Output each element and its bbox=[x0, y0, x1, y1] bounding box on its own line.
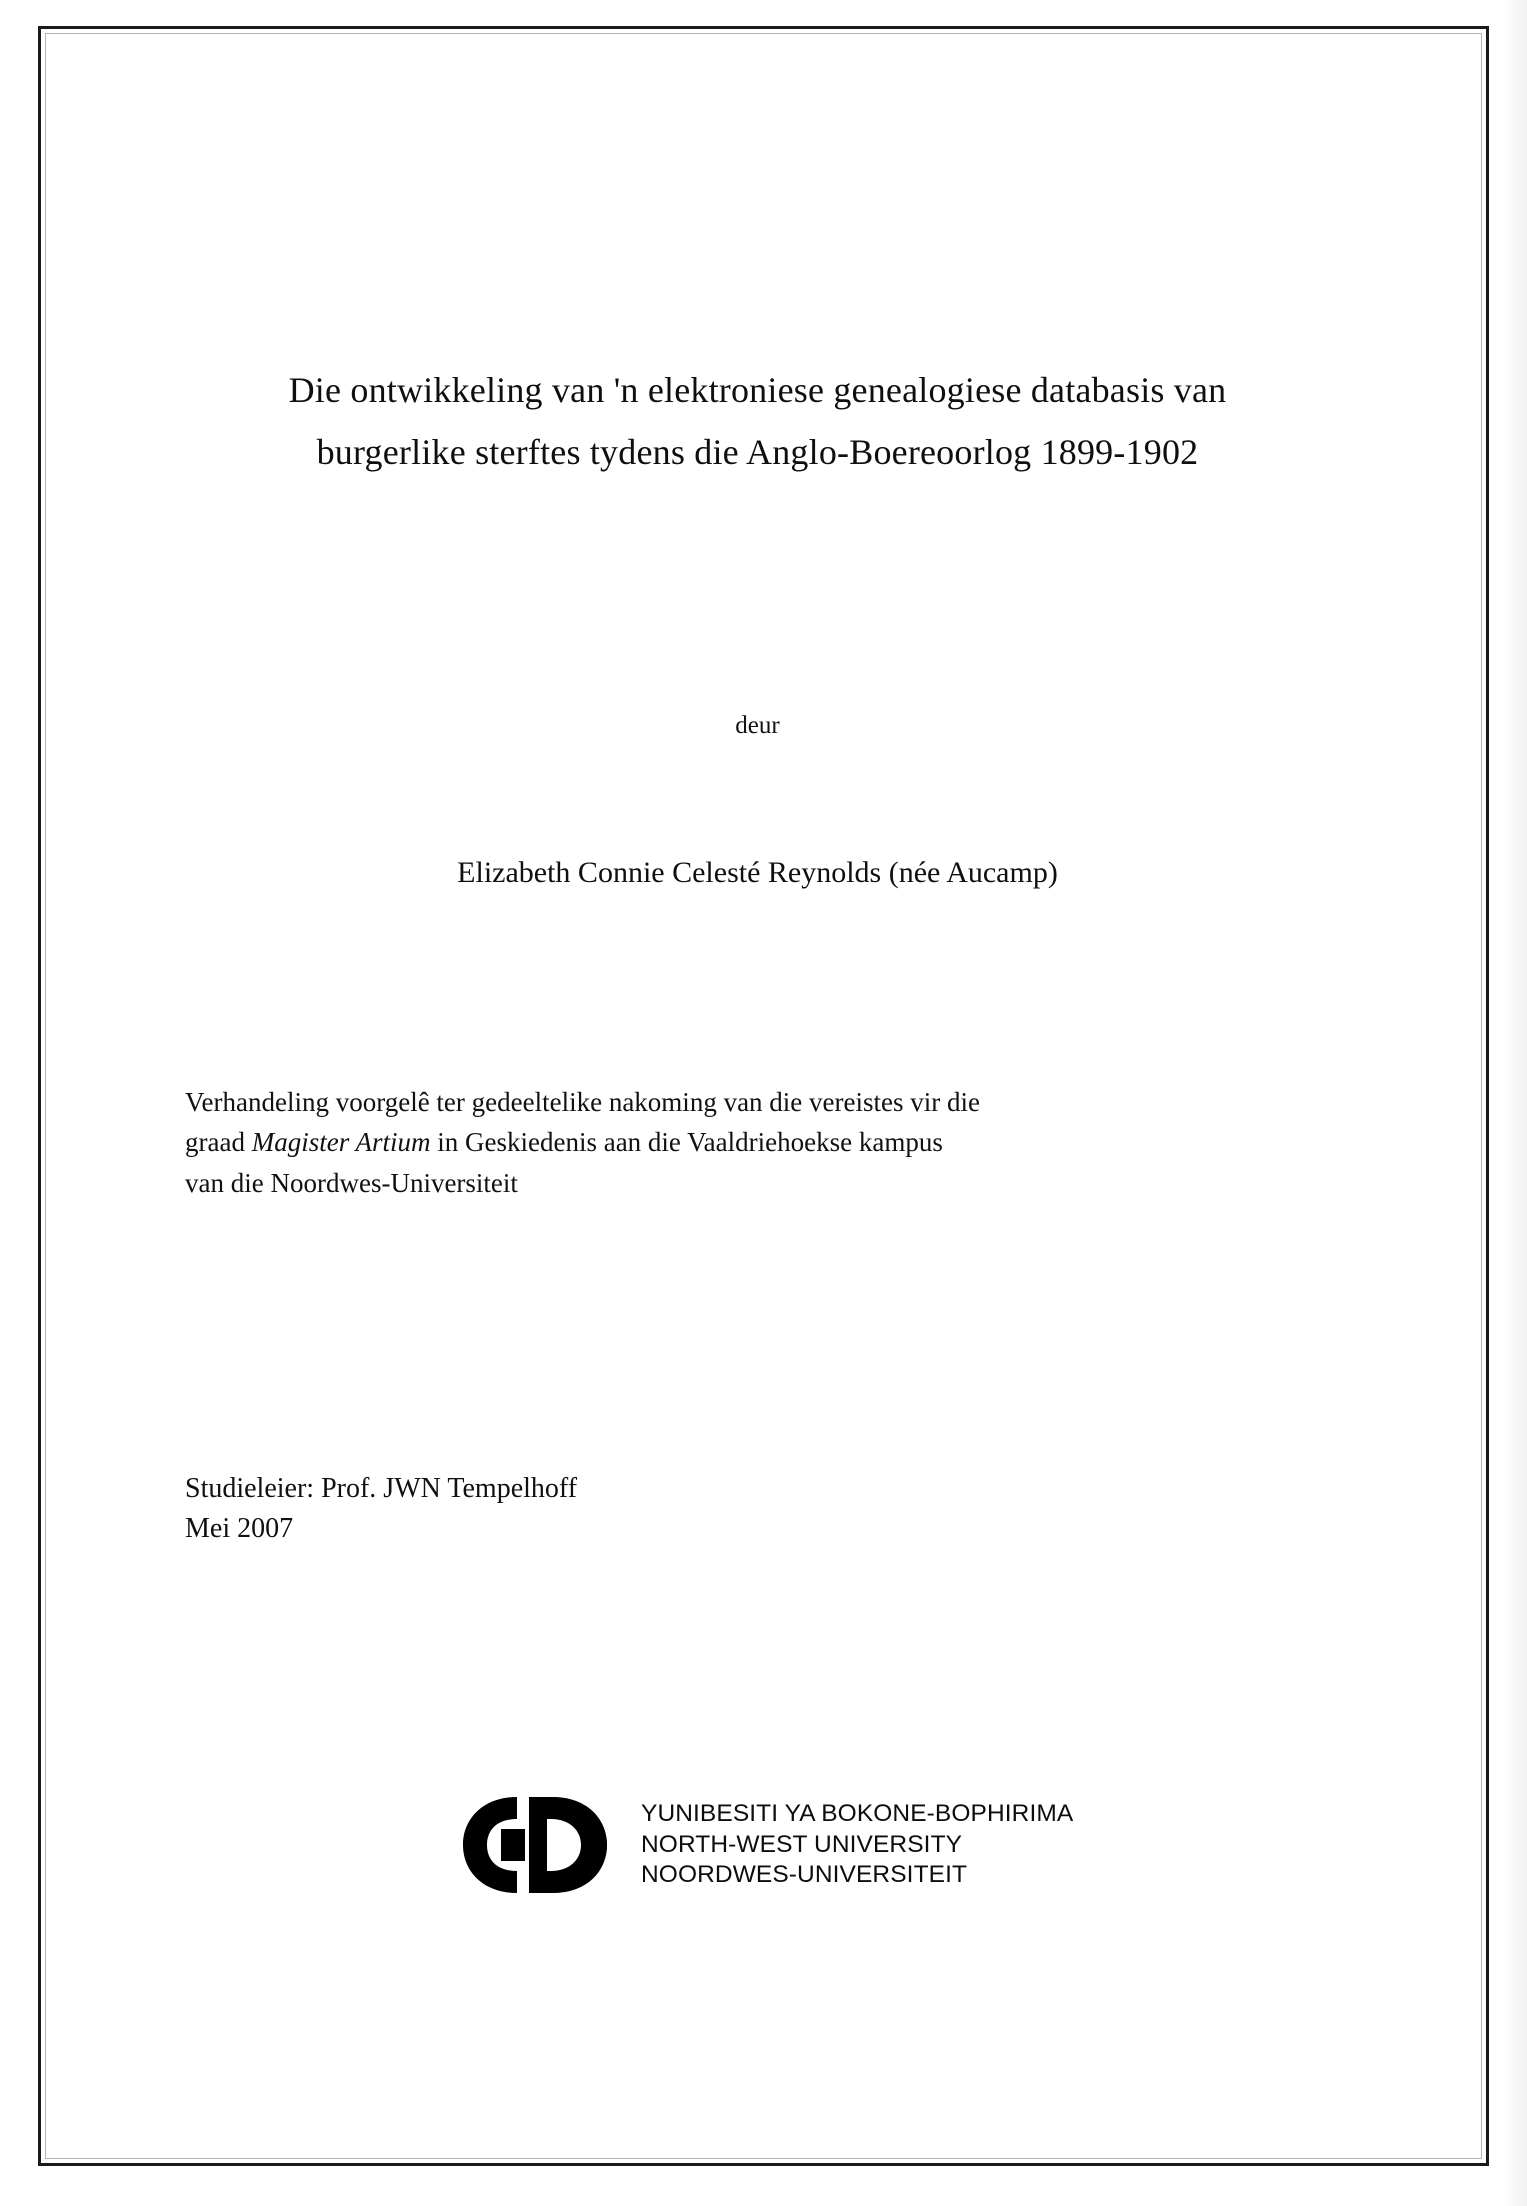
supervisor-line: Studieleier: Prof. JWN Tempelhoff bbox=[185, 1473, 578, 1505]
logo-text-line-3: NOORDWES-UNIVERSITEIT bbox=[641, 1861, 968, 1889]
author-name: Elizabeth Connie Celesté Reynolds (née Aucamp) bbox=[457, 855, 1058, 889]
statement-line-2-prefix: graad bbox=[185, 1127, 252, 1158]
degree-statement bbox=[185, 1082, 1330, 1204]
title-line-1: Die ontwikkeling van 'n elektroniese genealogiese databasis van bbox=[288, 370, 1227, 410]
title-line-2: burgerlike sterftes tydens die Anglo-Boereoorlog 1899-1902 bbox=[316, 431, 1199, 472]
page-title bbox=[185, 360, 1330, 484]
statement-line-3: van die Noordwes-Universiteit bbox=[185, 1167, 518, 1198]
statement-line-2-suffix: in Geskiedenis aan die Vaaldriehoekse kampus bbox=[430, 1127, 943, 1158]
scan-edge-shadow bbox=[1501, 0, 1527, 2206]
statement-line-2 bbox=[185, 1122, 1330, 1163]
university-logo bbox=[455, 1780, 1095, 1910]
date-line: Mei 2007 bbox=[185, 1513, 294, 1545]
north-west-university-logo-icon bbox=[455, 1785, 635, 1905]
logo-text-line-1: YUNIBESITI YA BOKONE-BOPHIRIMA bbox=[641, 1799, 1074, 1827]
statement-line-1: Verhandeling voorgelê ter gedeeltelike nakoming van die vereistes vir die bbox=[185, 1086, 980, 1117]
title-page-content bbox=[185, 360, 1330, 1549]
university-logo-text bbox=[641, 1799, 1073, 1892]
supervisor-block bbox=[185, 1469, 1330, 1549]
logo-text-line-2: NORTH-WEST UNIVERSITY bbox=[641, 1830, 963, 1858]
degree-name: Magister Artium bbox=[251, 1127, 431, 1158]
by-label: deur bbox=[735, 711, 780, 739]
